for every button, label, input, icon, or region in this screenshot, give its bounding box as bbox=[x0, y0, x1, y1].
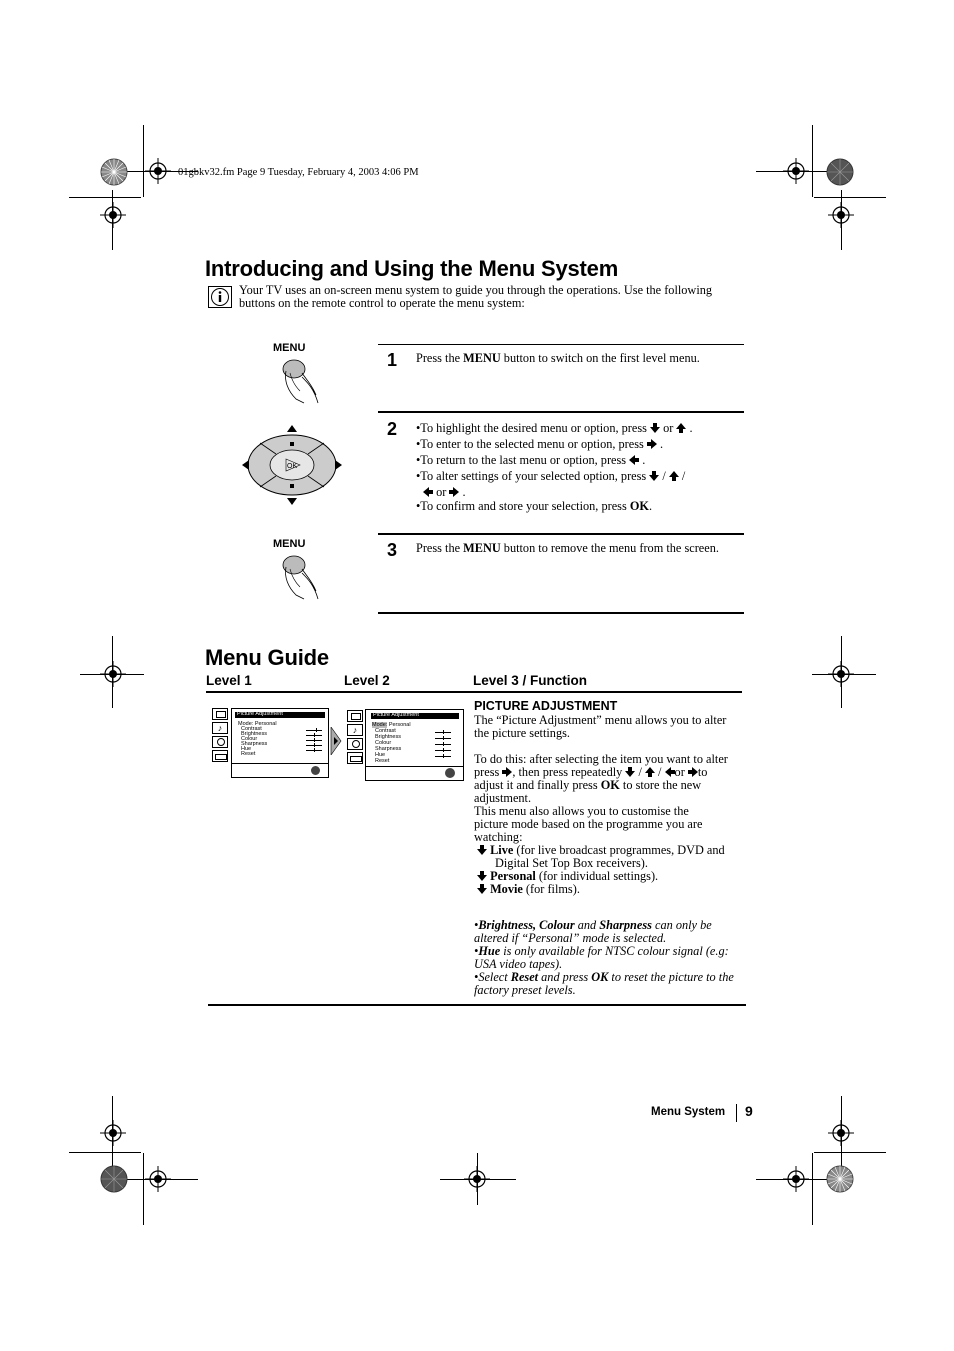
osd-item: Hue bbox=[241, 746, 252, 752]
registration-mark-icon bbox=[100, 1120, 126, 1146]
osd-mode-label: Mode: bbox=[238, 721, 254, 727]
timer-icon bbox=[212, 736, 228, 748]
level1-osd-screen bbox=[231, 708, 329, 778]
notes: •Brightness, Colour and Sharpness can only be altered if “Personal” mode is selected. •Hue is only available for NTSC colour signal (e.g: USA video tapes). •Select Reset and press OK to reset the picture to the factory preset levels. bbox=[474, 919, 746, 997]
hand-pressing-icon bbox=[278, 355, 320, 405]
text: or bbox=[436, 485, 447, 499]
menu-label: MENU bbox=[273, 538, 306, 550]
osd-item: Sharpness bbox=[375, 746, 402, 752]
arrow-down-icon bbox=[649, 471, 659, 481]
text: To do this: after selecting the item you want to alter bbox=[474, 752, 728, 766]
column-header: Level 1 bbox=[206, 673, 252, 688]
setup-icon bbox=[347, 752, 363, 764]
text: Digital Set Top Box receivers). bbox=[495, 856, 648, 870]
page-number: 9 bbox=[745, 1103, 753, 1119]
header-stamp: 01gbkv32.fm Page 9 Tuesday, February 4, 2003 4:06 PM bbox=[178, 167, 419, 178]
text: Press the bbox=[416, 351, 464, 365]
text: This menu also allows you to customise the bbox=[474, 804, 689, 818]
text: to bbox=[697, 765, 708, 779]
text: and press bbox=[538, 970, 592, 984]
text: to store the new bbox=[619, 778, 702, 792]
section-title: Introducing and Using the Menu System bbox=[205, 256, 619, 281]
text: MENU bbox=[463, 541, 501, 555]
text: Press the bbox=[416, 541, 464, 555]
color-wheel-icon bbox=[100, 158, 128, 186]
osd-mode-label: Mode: bbox=[372, 722, 388, 728]
osd-item: Brightness bbox=[241, 731, 267, 737]
text: or bbox=[674, 765, 685, 779]
osd-item: Colour bbox=[241, 736, 258, 742]
section-title: Menu Guide bbox=[205, 645, 329, 670]
arrow-right-icon bbox=[502, 767, 512, 777]
text: button to switch on the first level menu. bbox=[500, 351, 700, 365]
arrow-down-icon bbox=[477, 871, 487, 881]
osd-item: Sharpness bbox=[241, 741, 268, 747]
step-1-text bbox=[416, 352, 700, 365]
ok-button-icon bbox=[445, 768, 455, 778]
sound-icon: ♪ bbox=[347, 724, 363, 736]
arrow-down-icon bbox=[625, 767, 635, 777]
color-wheel-icon bbox=[100, 1165, 128, 1193]
arrow-right-icon bbox=[647, 439, 657, 449]
setup-icon bbox=[212, 750, 228, 762]
ok-label: OK bbox=[287, 463, 298, 470]
function-heading: PICTURE ADJUSTMENT bbox=[474, 699, 618, 713]
arrow-left-icon bbox=[665, 767, 675, 777]
timer-icon bbox=[347, 738, 363, 750]
picture-icon bbox=[347, 710, 363, 722]
text: Reset bbox=[510, 970, 539, 984]
text: OK bbox=[591, 970, 609, 984]
text: Live bbox=[490, 843, 514, 857]
arrow-down-icon bbox=[650, 423, 660, 433]
osd-item: Hue bbox=[375, 752, 386, 758]
step-3-text bbox=[416, 542, 719, 555]
step-divider bbox=[378, 411, 744, 413]
header-rule bbox=[206, 691, 742, 693]
text: (for films). bbox=[522, 882, 580, 896]
step-divider bbox=[378, 344, 744, 345]
text: •To highlight the desired menu or option, press bbox=[416, 421, 647, 435]
osd-mode-value: Personal bbox=[388, 722, 411, 728]
arrow-up-icon bbox=[645, 767, 655, 777]
intro-line-2: buttons on the remote control to operate the menu system: bbox=[239, 296, 525, 310]
arrow-down-icon bbox=[477, 884, 487, 894]
osd-item: Brightness bbox=[375, 734, 401, 740]
text: to reset the picture to the bbox=[608, 970, 734, 984]
step-divider bbox=[378, 533, 744, 535]
osd-item: Reset bbox=[241, 751, 256, 757]
step-divider bbox=[378, 612, 744, 614]
text: •To return to the last menu or option, press bbox=[416, 453, 627, 467]
text: MENU bbox=[463, 351, 501, 365]
ok-button-icon bbox=[311, 766, 320, 775]
text: can only be bbox=[651, 918, 712, 932]
text: altered if “Personal” mode is selected. bbox=[474, 931, 667, 945]
function-text: The “Picture Adjustment” menu allows you to alter the picture settings. To do this: after selecting the item you want to alter press , then press repeatedly / / or to adjust it and finally press OK to store the new adjustment. This menu also allows you to customise the picture mode based on the programme you are watching: Live (for live broadcast programmes, DVD and Digital Set Top Box receivers). Personal (for individual settings). Movie (for films). bbox=[474, 714, 746, 896]
text: OK bbox=[600, 778, 620, 792]
text: button to remove the menu from the screen. bbox=[500, 541, 719, 555]
text: Hue bbox=[478, 944, 501, 958]
info-icon bbox=[208, 286, 232, 308]
step-number: 2 bbox=[387, 419, 398, 439]
text: Personal bbox=[490, 869, 536, 883]
intro-line-1: Your TV uses an on-screen menu system to guide you through the operations. Use the following bbox=[239, 283, 713, 297]
text: Movie bbox=[490, 882, 523, 896]
arrow-right-icon bbox=[688, 767, 698, 777]
bottom-rule bbox=[208, 1004, 746, 1006]
footer-section: Menu System bbox=[651, 1106, 726, 1118]
text: (for live broadcast programmes, DVD and bbox=[513, 843, 725, 857]
osd-item: Contrast bbox=[241, 726, 262, 732]
color-wheel-icon bbox=[826, 158, 854, 186]
text: •To enter to the selected menu or option, press bbox=[416, 437, 644, 451]
sound-icon: ♪ bbox=[212, 722, 228, 734]
text: , then press repeatedly bbox=[512, 765, 623, 779]
text: factory preset levels. bbox=[474, 983, 576, 997]
osd-title: Picture Adjustment bbox=[371, 713, 459, 719]
step-number: 3 bbox=[387, 540, 398, 560]
arrow-right-icon bbox=[449, 487, 459, 497]
text: USA video tapes). bbox=[474, 957, 563, 971]
text: Brightness, Colour bbox=[478, 918, 575, 932]
step-number: 1 bbox=[387, 350, 398, 370]
registration-mark-icon bbox=[100, 202, 126, 228]
text: press bbox=[474, 765, 500, 779]
arrow-up-icon bbox=[676, 423, 686, 433]
text: Select bbox=[478, 970, 511, 984]
arrow-left-icon bbox=[423, 487, 433, 497]
hand-pressing-icon bbox=[278, 551, 320, 601]
text: Sharpness bbox=[599, 918, 652, 932]
text: The “Picture Adjustment” menu allows you to alter bbox=[474, 713, 727, 727]
picture-icon bbox=[212, 708, 228, 720]
text: and bbox=[574, 918, 600, 932]
color-wheel-icon bbox=[826, 1165, 854, 1193]
osd-mode-value: Personal bbox=[254, 721, 277, 727]
text: (for individual settings). bbox=[535, 869, 659, 883]
footer-divider bbox=[736, 1104, 737, 1122]
arrow-down-icon bbox=[477, 845, 487, 855]
arrow-up-icon bbox=[669, 471, 679, 481]
column-header: Level 2 bbox=[344, 673, 390, 688]
osd-item: Contrast bbox=[375, 728, 396, 734]
text: •To alter settings of your selected option, press bbox=[416, 469, 647, 483]
text: OK bbox=[629, 499, 649, 513]
text: adjust it and finally press bbox=[474, 778, 601, 792]
menu-label: MENU bbox=[273, 342, 306, 354]
text: is only available for NTSC colour signal (e.g: bbox=[500, 944, 729, 958]
osd-item: Colour bbox=[375, 740, 392, 746]
step-2-text: •To highlight the desired menu or option, press or . •To enter to the selected menu or option, press . •To return to the last menu or option, press . •To alter settings of your selected option, press / / or . •To confirm and store your selection, press OK. bbox=[416, 421, 693, 513]
text: watching: bbox=[474, 830, 523, 844]
intro-text bbox=[239, 284, 749, 310]
level2-osd-screen bbox=[365, 709, 464, 781]
osd-title: Picture Adjustment bbox=[235, 712, 325, 718]
column-header: Level 3 / Function bbox=[473, 673, 588, 688]
arrow-right-icon bbox=[329, 727, 343, 755]
text: adjustment. bbox=[474, 791, 532, 805]
text: the picture settings. bbox=[474, 726, 570, 740]
arrow-left-icon bbox=[629, 455, 639, 465]
text: . bbox=[648, 499, 653, 513]
text: •To confirm and store your selection, press bbox=[416, 499, 630, 513]
text: picture mode based on the programme you are bbox=[474, 817, 703, 831]
osd-item: Reset bbox=[375, 758, 390, 764]
text: or bbox=[663, 421, 674, 435]
